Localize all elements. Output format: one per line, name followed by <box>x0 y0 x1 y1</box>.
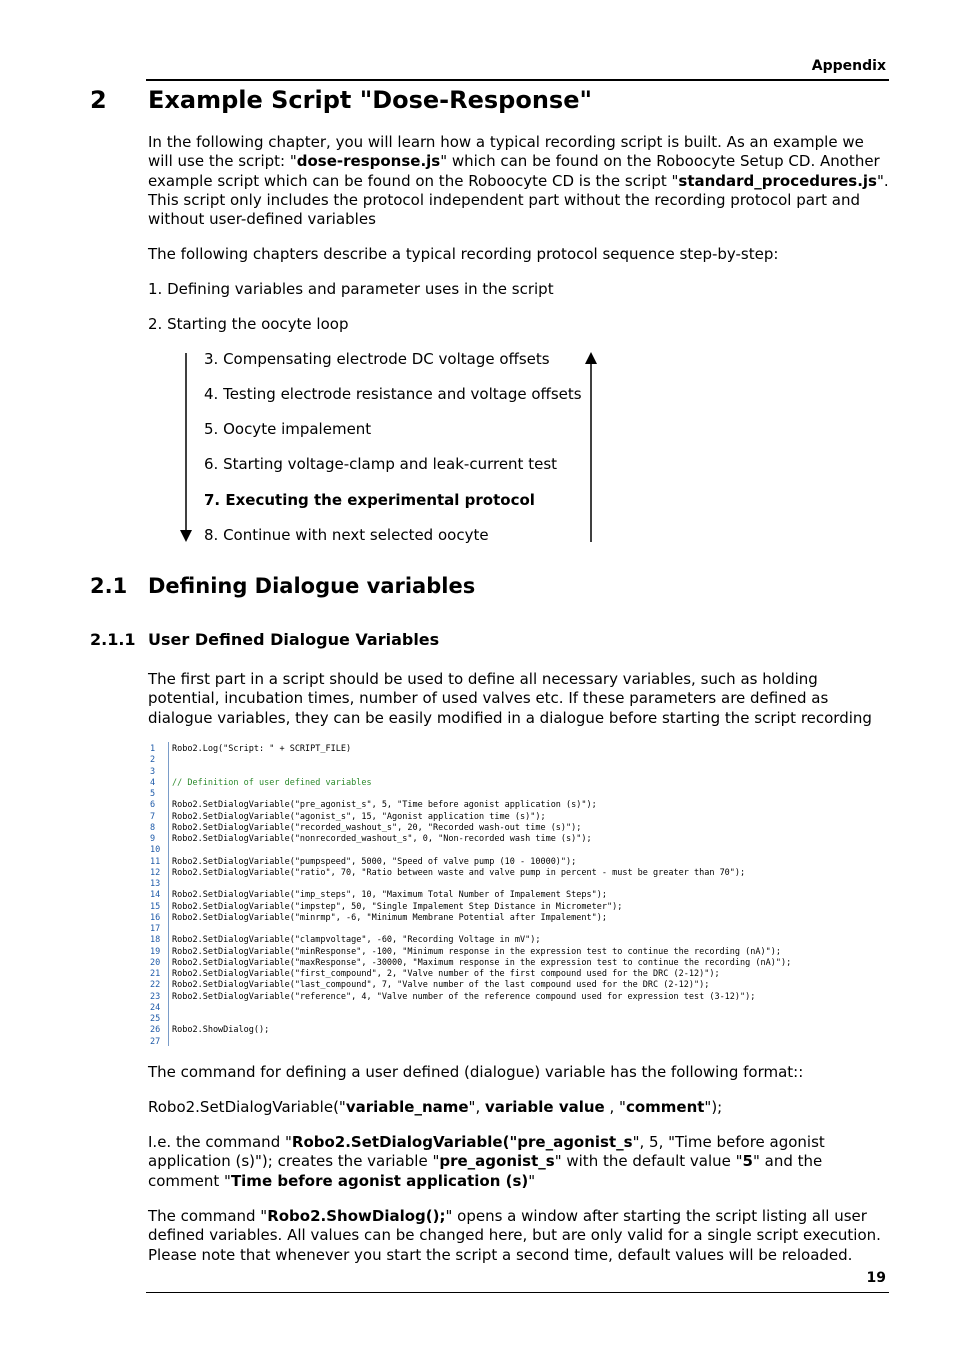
code-line: Robo2.SetDialogVariable("impstep", 50, "Single Impalement Step Distance in Micrometer"); <box>172 901 623 912</box>
code-line: Robo2.ShowDialog(); <box>172 1025 270 1036</box>
script-name-standard-procedures: standard_procedures.js <box>678 171 877 190</box>
intro-text-3: ". This script only includes the protocol independent part without the recording protocol part and without user-defined variables <box>148 171 889 229</box>
code-line-number: 23 <box>150 991 161 1002</box>
example-command: Robo2.SetDialogVariable("pre_agonist_s <box>291 1133 633 1151</box>
code-line-number: 7 <box>150 811 156 822</box>
code-line-number: 20 <box>150 957 161 968</box>
step-4: 4. Testing electrode resistance and voltage offsets <box>204 385 582 403</box>
code-line-number: 5 <box>150 789 156 799</box>
code-line: Robo2.SetDialogVariable("minrmp", -6, "Minimum Membrane Potential after Impalement"); <box>172 912 607 923</box>
format-line <box>148 1098 890 1117</box>
code-line: Robo2.SetDialogVariable("maxResponse", -30000, "Maximum response in the expression test to continue the recording (nA)"); <box>172 957 792 968</box>
line-number-gutter <box>148 742 169 1046</box>
step-8: 8. Continue with next selected oocyte <box>204 526 489 544</box>
section-number: 2.1 <box>90 574 128 598</box>
step-7: 7. Executing the experimental protocol <box>204 491 535 509</box>
intro-text-1: In the following chapter, you will learn how a typical recording script is built. As an example we will use the script: " <box>148 133 864 171</box>
code-line-number: 9 <box>150 834 156 844</box>
code-line-number: 24 <box>150 1002 161 1013</box>
code-line-number: 11 <box>150 856 161 867</box>
intro-paragraph <box>148 133 890 229</box>
code-line-number: 12 <box>150 867 161 878</box>
format-variable-value: variable value <box>484 1098 605 1116</box>
code-line-number: 21 <box>150 969 161 979</box>
code-line-number: 14 <box>150 890 161 901</box>
code-line-number: 19 <box>150 946 161 957</box>
header-rule <box>146 79 889 81</box>
example-text-4: " and the comment " <box>148 1152 823 1190</box>
format-comment: comment <box>625 1098 705 1116</box>
code-line: Robo2.SetDialogVariable("pre_agonist_s", 5, "Time before agonist application (s)"); <box>172 800 597 811</box>
code-line: // Definition of user defined variables <box>172 777 372 788</box>
down-arrow-icon <box>176 350 200 546</box>
example-text-5: " <box>528 1171 536 1190</box>
example-text-3: " with the default value " <box>554 1152 743 1171</box>
code-listing <box>148 742 890 1046</box>
section-title: Defining Dialogue variables <box>148 574 476 598</box>
script-name-dose-response: dose-response.js <box>296 152 441 171</box>
code-line-number: 13 <box>150 879 161 889</box>
subsection-title: User Defined Dialogue Variables <box>148 630 440 649</box>
code-line: Robo2.SetDialogVariable("first_compound", 2, "Valve number of the first compound used for the DRC (2-12)"); <box>172 969 720 979</box>
code-line: Robo2.SetDialogVariable("reference", 4, "Valve number of the reference compound used for expression test (3-12)"); <box>172 991 756 1002</box>
up-arrow-icon <box>582 350 602 546</box>
chapter-title: Example Script "Dose-Response" <box>148 86 592 114</box>
step-3: 3. Compensating electrode DC voltage offsets <box>204 350 550 368</box>
code-line: Robo2.SetDialogVariable("pumpspeed", 5000, "Speed of valve pump (10 - 10000)"); <box>172 856 577 867</box>
code-line-number: 3 <box>150 766 156 777</box>
code-line: Robo2.SetDialogVariable("last_compound", 7, "Valve number of the last compound used for the DRC (2-12)"); <box>172 980 710 991</box>
format-text-2: ", <box>468 1098 485 1116</box>
showdialog-text-1: The command " <box>148 1207 268 1225</box>
example-variable: pre_agonist_s <box>439 1152 555 1171</box>
step-1: 1. Defining variables and parameter uses in the script <box>148 280 554 298</box>
code-line-number: 15 <box>150 901 161 912</box>
code-line-number: 10 <box>150 845 161 856</box>
code-line-number: 1 <box>150 744 156 754</box>
code-line-number: 18 <box>150 935 161 946</box>
step-6: 6. Starting voltage-clamp and leak-current test <box>204 455 558 473</box>
format-text-3: , " <box>604 1098 626 1116</box>
format-variable-name: variable_name <box>345 1098 469 1116</box>
example-paragraph <box>148 1133 890 1191</box>
example-comment: Time before agonist application (s) <box>230 1171 529 1190</box>
step-5: 5. Oocyte impalement <box>204 420 372 438</box>
code-line: Robo2.SetDialogVariable("imp_steps", 10, "Maximum Total Number of Impalement Steps"); <box>172 890 607 901</box>
code-line-number: 22 <box>150 980 161 991</box>
code-line: Robo2.SetDialogVariable("recorded_washout_s", 20, "Recorded wash-out time (s)"); <box>172 822 582 833</box>
showdialog-command: Robo2.ShowDialog(); <box>267 1207 446 1225</box>
code-line-number: 8 <box>150 822 156 833</box>
showdialog-text-2: " opens a window after starting the script listing all user defined variables. All values can be changed here, but are only valid for a single script execution. Please note that whenever you start the script a second time, default values will be reloaded. <box>148 1207 881 1264</box>
page-number: 19 <box>866 1270 886 1286</box>
running-header: Appendix <box>811 58 886 74</box>
example-text-2: ", 5, "Time before agonist application (s)"); creates the variable " <box>148 1133 825 1171</box>
intro-text-2: " which can be found on the Roboocyte Setup CD. Another example script which can be found on the Roboocyte CD is the script " <box>148 152 880 190</box>
steps-intro: The following chapters describe a typical recording protocol sequence step-by-step: <box>148 245 779 263</box>
code-line-number: 4 <box>150 777 156 788</box>
section-paragraph: The first part in a script should be used to define all necessary variables, such as holding potential, incubation times, number of used valves etc. If these parameters are defined as dialogue variables, they can be easily modified in a dialogue before starting the script recording <box>148 670 872 727</box>
code-line: Robo2.SetDialogVariable("agonist_s", 15, "Agonist application time (s)"); <box>172 811 546 822</box>
code-line: Robo2.SetDialogVariable("nonrecorded_washout_s", 0, "Non-recorded wash time (s)"); <box>172 834 592 844</box>
code-line: Robo2.SetDialogVariable("minResponse", -100, "Minimum response in the expression test to continue the recording (nA)"); <box>172 946 781 957</box>
code-line-number: 2 <box>150 755 156 766</box>
step-2: 2. Starting the oocyte loop <box>148 315 349 333</box>
format-intro: The command for defining a user defined (dialogue) variable has the following format:: <box>148 1063 804 1081</box>
format-text-4: "); <box>704 1098 723 1116</box>
code-line: Robo2.SetDialogVariable("ratio", 70, "Ratio between waste and valve pump in percent - must be greater than 70"); <box>172 867 746 878</box>
format-text-1: Robo2.SetDialogVariable(" <box>148 1098 346 1116</box>
code-line-number: 27 <box>150 1036 161 1047</box>
code-line: Robo2.SetDialogVariable("clampvoltage", -60, "Recording Voltage in mV"); <box>172 935 541 946</box>
code-line-number: 16 <box>150 912 161 923</box>
chapter-number: 2 <box>90 86 107 114</box>
subsection-number: 2.1.1 <box>90 630 136 649</box>
showdialog-paragraph <box>148 1207 890 1265</box>
code-line: Robo2.Log("Script: " + SCRIPT_FILE) <box>172 744 352 754</box>
footer-rule <box>146 1292 889 1293</box>
code-line-number: 17 <box>150 924 161 934</box>
code-line-number: 6 <box>150 800 156 811</box>
code-line-number: 25 <box>150 1014 161 1024</box>
example-default-value: 5 <box>742 1152 753 1171</box>
code-line-number: 26 <box>150 1025 161 1036</box>
example-text-1: I.e. the command " <box>148 1133 292 1151</box>
